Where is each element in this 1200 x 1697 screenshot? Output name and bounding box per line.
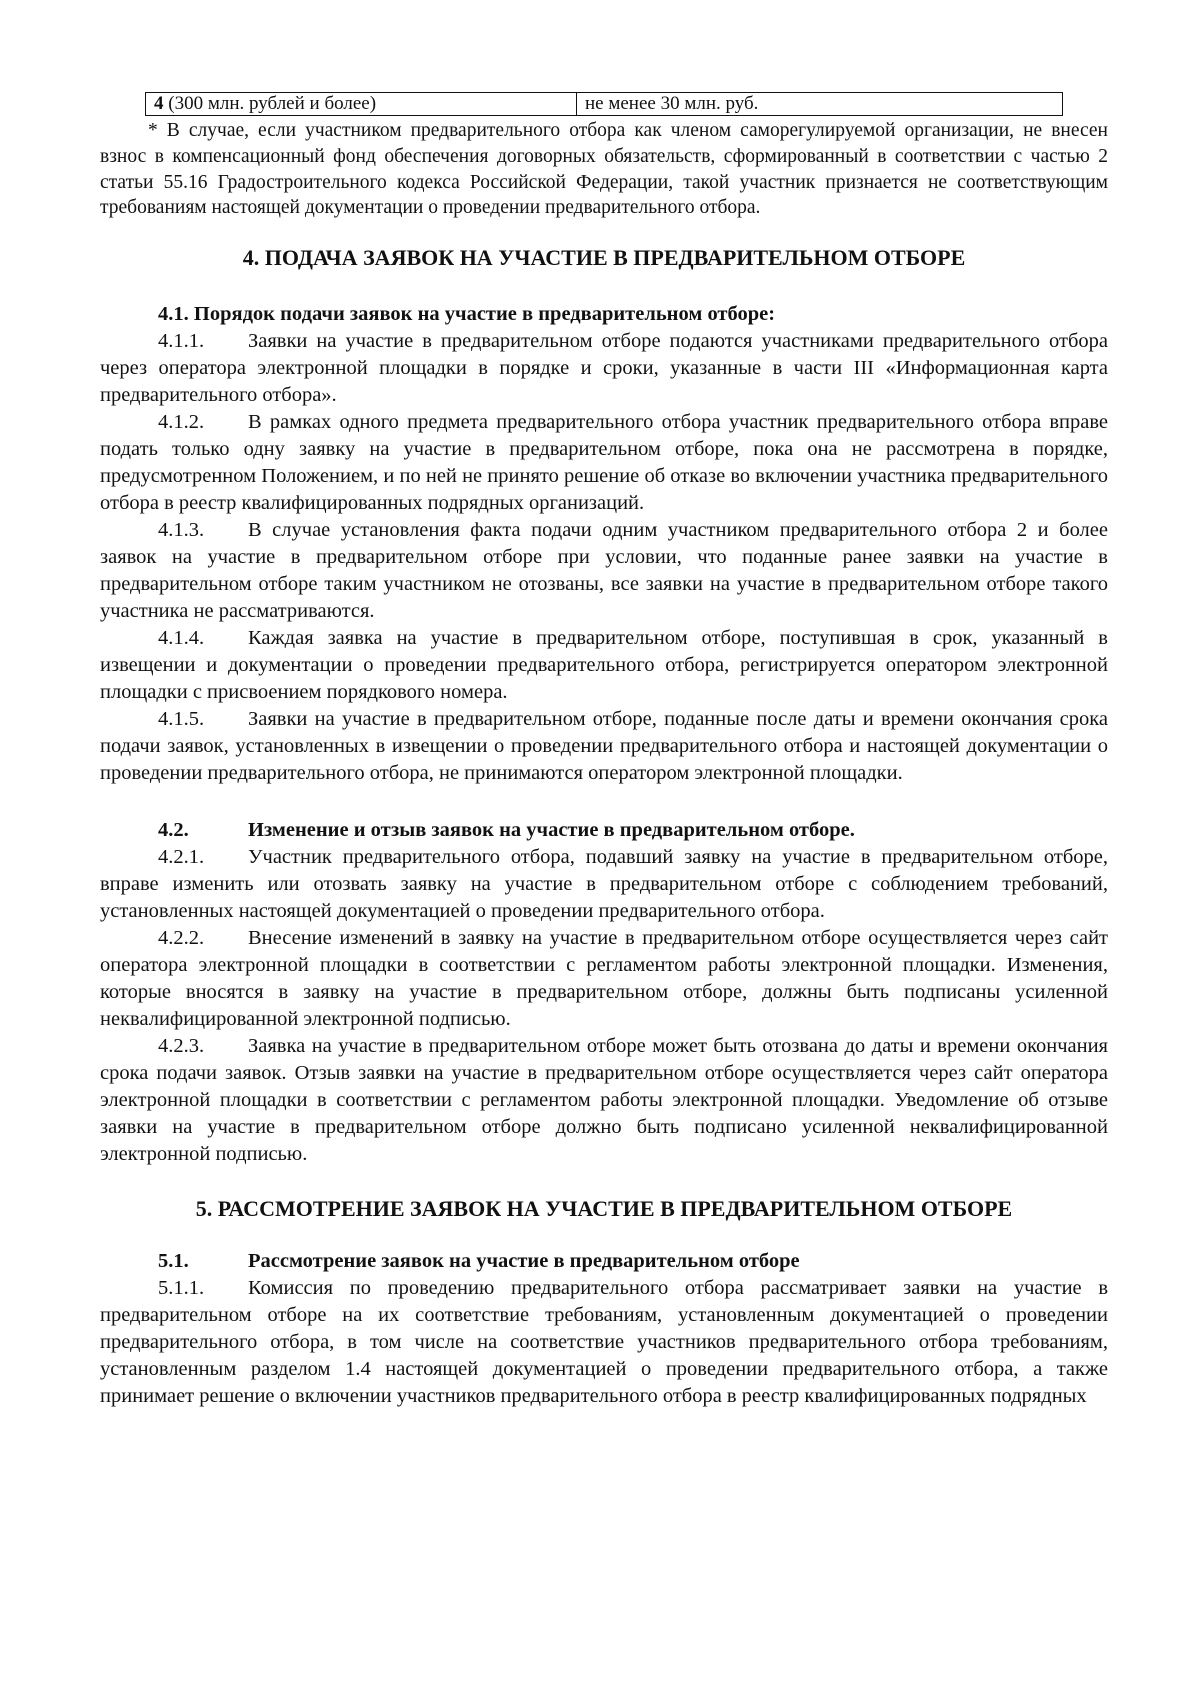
tier-number: 4 <box>154 93 164 114</box>
paragraph-text: Заявки на участие в предварительном отборе, поданные после даты и времени окончания срока подачи заявок, установленных в извещении о проведении предварительного отбора и настоящей документации о проведении предварительного отбора, не принимаются оператором электронной площадки. <box>100 708 1108 785</box>
document-page <box>100 92 1108 1410</box>
paragraph-text: Заявка на участие в предварительном отборе может быть отозвана до даты и времени окончания срока подачи заявок. Отзыв заявки на участие в предварительном отборе осуществляется через сайт оператора электронной площадки в соответствии с регламентом работы электронной площадки. Уведомление об отзыве заявки на участие в предварительном отборе должно быть подписано усиленной неквалифицированной электронной подписью. <box>100 1035 1108 1166</box>
paragraph-text: В случае установления факта подачи одним участником предварительного отбора 2 и более заявок на участие в предварительном отборе при условии, что поданные ранее заявки на участие в предварительном отборе таким участником не отозваны, все заявки на участие в предварительном отборе такого участника не рассматриваются. <box>100 519 1108 623</box>
paragraph-text: Внесение изменений в заявку на участие в предварительном отборе осуществляется через сайт оператора электронной площадки в соответствии с регламентом работы электронной площадки. Изменения, которые вносятся в заявку на участие в предварительном отборе, должны быть подписаны усиленной неквалифицированной электронной подписью. <box>100 927 1108 1031</box>
paragraph-text: Комиссия по проведению предварительного отбора рассматривает заявки на участие в предварительном отборе на их соответствие требованиям, установленным документацией о проведении предварительного отбора, в том числе на соответствие участников предварительного отбора требованиям, установленным разделом 1.4 настоящей документацией о проведении предварительного отбора, а также принимает решение о включении участников предварительного отбора в реестр квалифицированных подрядных <box>100 1277 1108 1408</box>
subsection-4-1-heading: 4.1. Порядок подачи заявок на участие в предварительном отборе: <box>158 303 776 326</box>
paragraph-4-1-3 <box>100 517 1108 625</box>
paragraph-4-2-3 <box>100 1033 1108 1168</box>
contribution-table <box>145 92 1063 116</box>
footnote: * В случае, если участником предварительного отбора как членом саморегулируемой организации, не внесен взнос в компенсационный фонд обеспечения договорных обязательств, сформированный в соответствии с частью 2 статьи 55.16 Градостроительного кодекса Российской Федерации, такой участник признается не соответствующим требованиям настоящей документации о проведении предварительного отбора. <box>100 120 1108 219</box>
table-cell-min-fee: не менее 30 млн. руб. <box>577 93 1063 116</box>
paragraph-number: 4.1.1. <box>158 330 205 353</box>
subsection-number: 4.2. <box>158 819 189 842</box>
tier-range: (300 млн. рублей и более) <box>163 93 377 114</box>
paragraph-text: В рамках одного предмета предварительного отбора участник предварительного отбора вправе подать только одну заявку на участие в предварительном отборе, пока она не рассмотрена в порядке, предусмотренном Положением, и по ней не принято решение об отказе во включении участника предварительного отбора в реестр квалифицированных подрядных организаций. <box>100 411 1108 515</box>
subsection-4-2-heading <box>100 817 1108 844</box>
paragraph-4-1-1 <box>100 328 1108 409</box>
paragraph-text: Заявки на участие в предварительном отборе подаются участниками предварительного отбора через оператора электронной площадки в порядке и сроки, указанные в части III «Информационная карта предварительного отбора». <box>100 330 1108 407</box>
table-row <box>146 93 1063 116</box>
paragraph-text: Каждая заявка на участие в предварительном отборе, поступившая в срок, указанный в извещении и документации о проведении предварительного отбора, регистрируется оператором электронной площадки с присвоением порядкового номера. <box>100 627 1108 704</box>
subsection-title: Рассмотрение заявок на участие в предварительном отборе <box>248 1250 800 1273</box>
paragraph-4-1-2 <box>100 409 1108 517</box>
paragraph-number: 4.1.2. <box>158 411 205 434</box>
paragraph-number: 4.2.2. <box>158 927 205 950</box>
paragraph-number: 4.1.4. <box>158 627 205 650</box>
paragraph-5-1-1 <box>100 1275 1108 1410</box>
subsection-title: Изменение и отзыв заявок на участие в предварительном отборе. <box>248 819 855 842</box>
paragraph-4-1-5 <box>100 706 1108 787</box>
paragraph-number: 4.1.3. <box>158 519 205 542</box>
paragraph-number: 4.2.1. <box>158 846 205 869</box>
paragraph-4-2-2 <box>100 925 1108 1033</box>
paragraph-number: 4.2.3. <box>158 1035 205 1058</box>
paragraph-4-1-4 <box>100 625 1108 706</box>
section-4-title: 4. ПОДАЧА ЗАЯВОК НА УЧАСТИЕ В ПРЕДВАРИТЕЛЬНОМ ОТБОРЕ <box>242 245 966 271</box>
table-cell-tier <box>146 93 577 116</box>
section-5-title: 5. РАССМОТРЕНИЕ ЗАЯВОК НА УЧАСТИЕ В ПРЕДВАРИТЕЛЬНОМ ОТБОРЕ <box>195 1196 1013 1222</box>
paragraph-number: 5.1.1. <box>158 1277 205 1300</box>
paragraph-text: Участник предварительного отбора, подавший заявку на участие в предварительном отборе, вправе изменить или отозвать заявку на участие в предварительном отборе с соблюдением требований, установленных настоящей документацией о проведении предварительного отбора. <box>100 846 1108 923</box>
paragraph-4-2-1 <box>100 844 1108 925</box>
paragraph-number: 4.1.5. <box>158 708 205 731</box>
subsection-5-1-heading <box>100 1248 1108 1275</box>
subsection-number: 5.1. <box>158 1250 189 1273</box>
